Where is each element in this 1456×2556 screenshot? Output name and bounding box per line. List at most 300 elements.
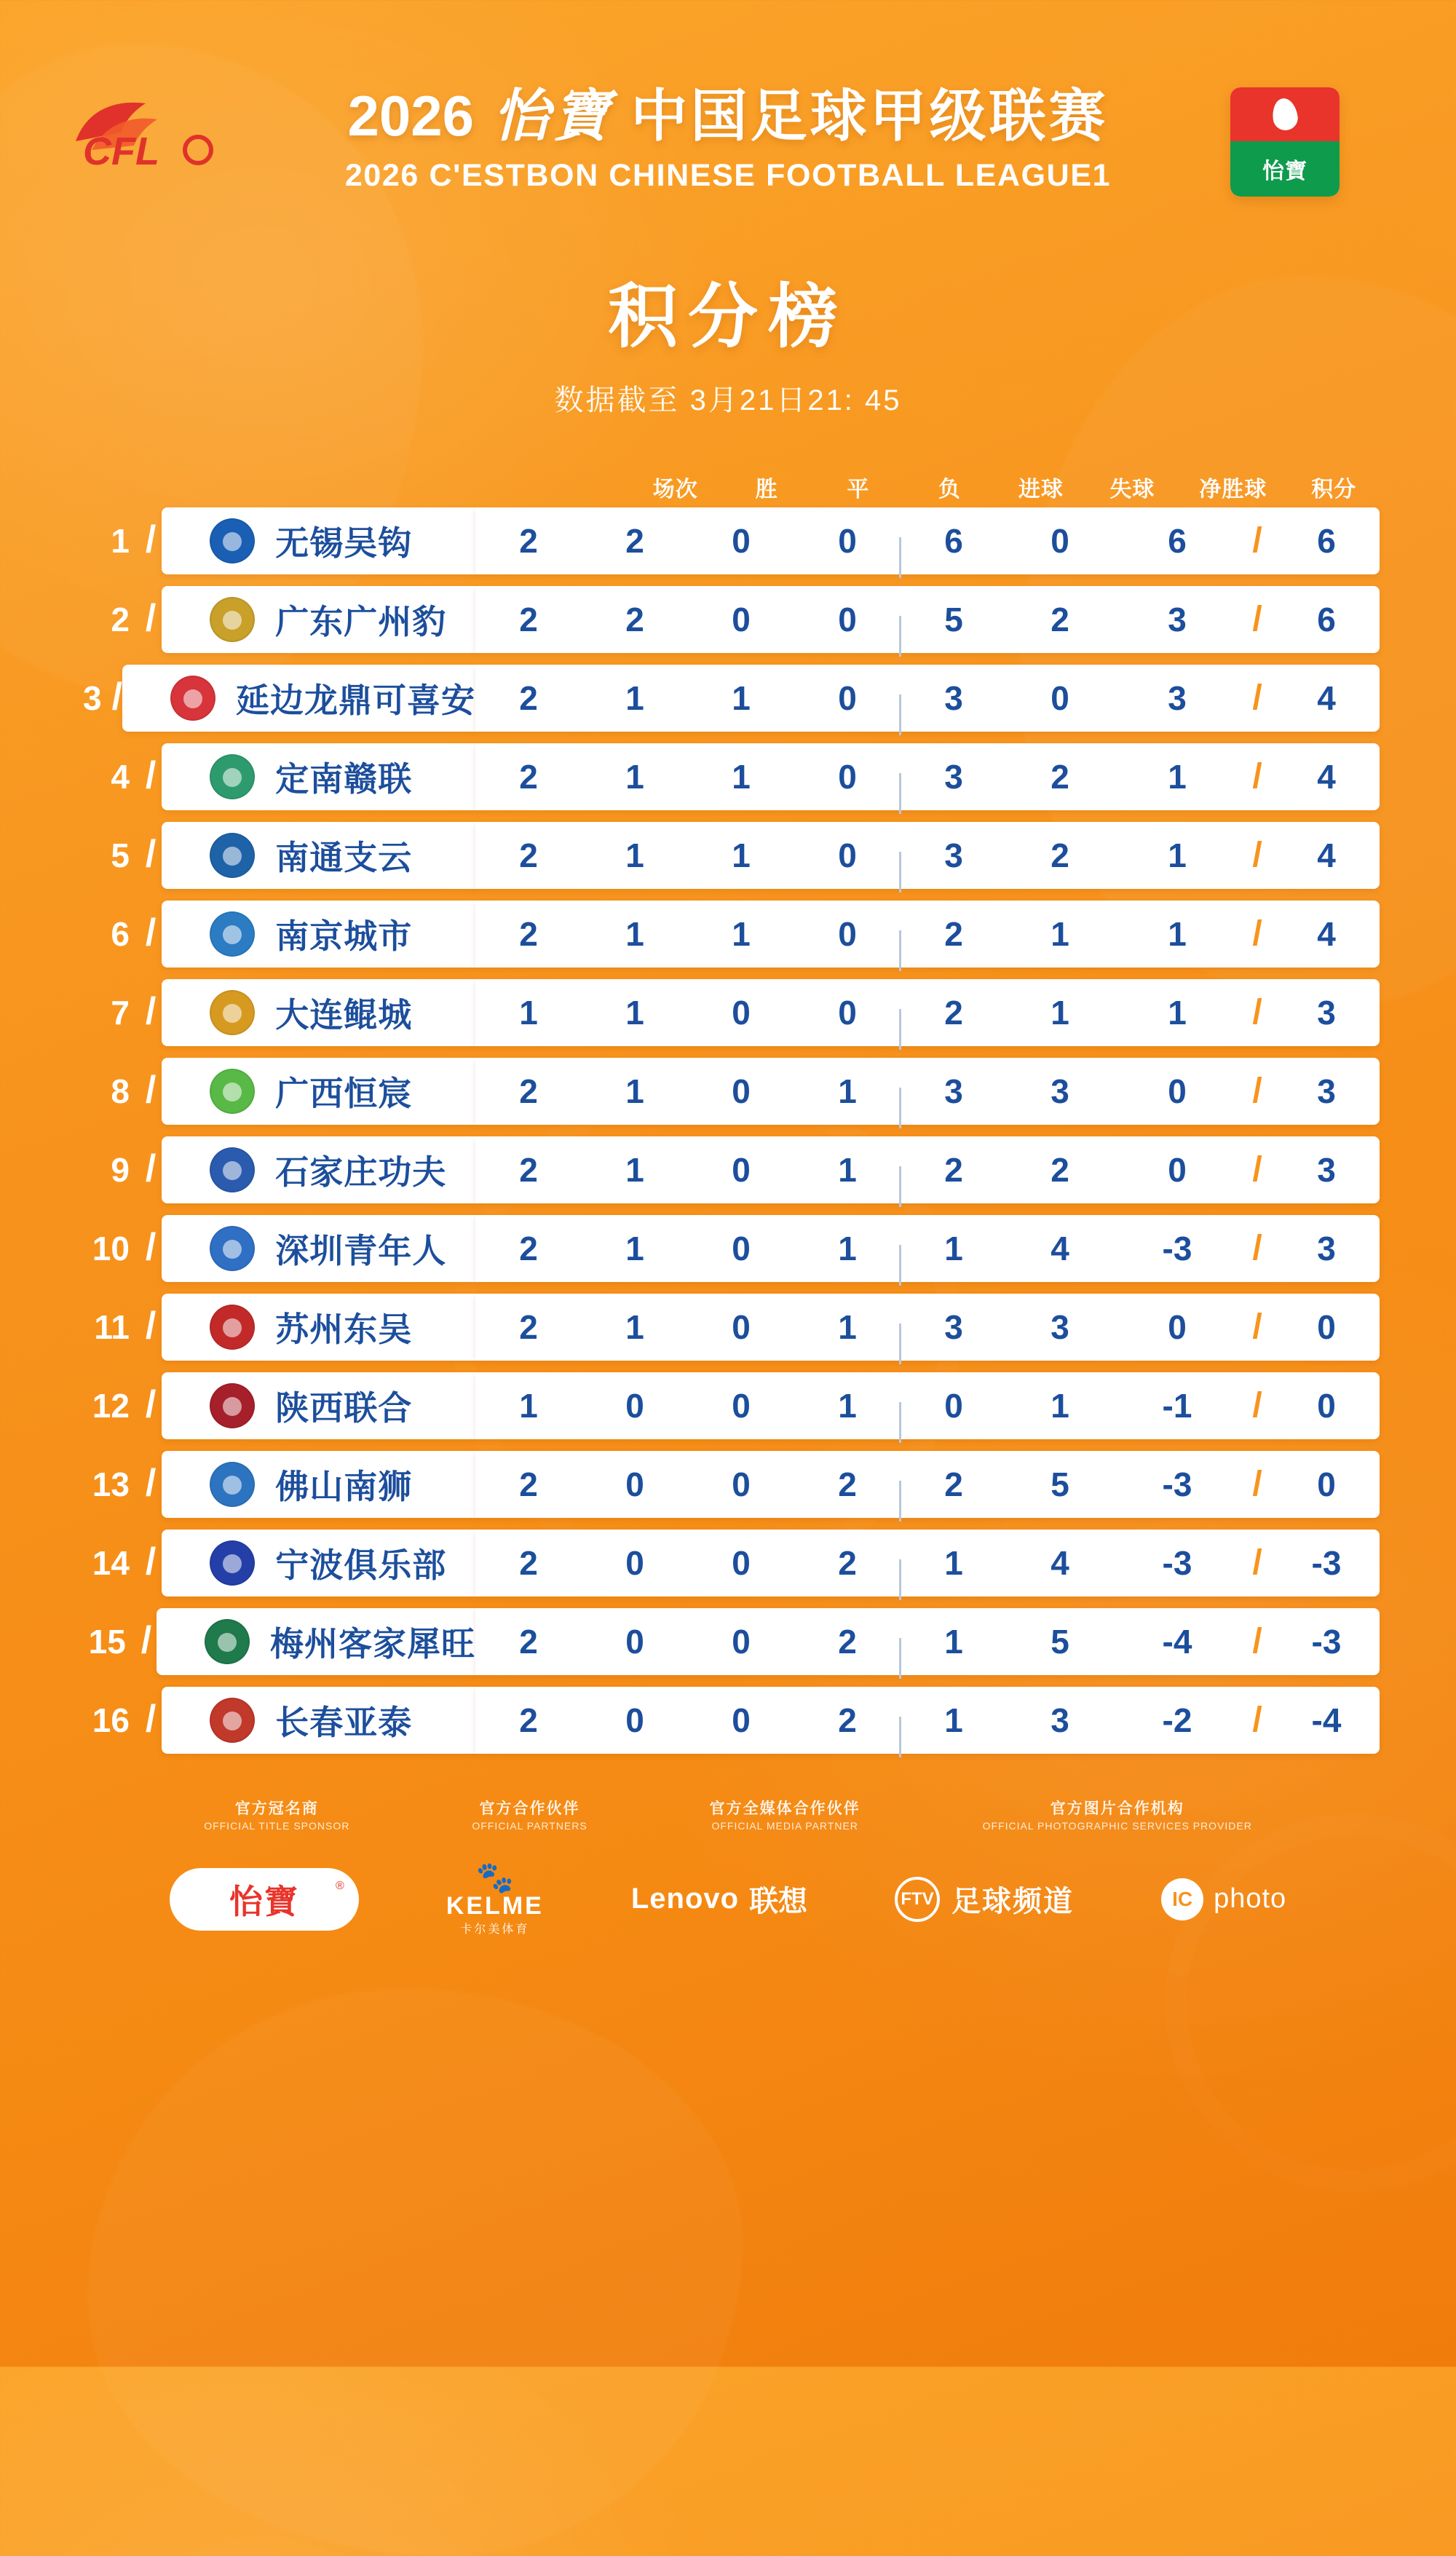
- stat-points: 6: [1317, 601, 1336, 638]
- rank-separator-icon: /: [145, 1540, 157, 1583]
- stat-goal-difference: 1: [1168, 915, 1187, 953]
- lenovo-logo: [631, 1878, 807, 1920]
- stat-goals-against: 3: [1051, 1701, 1069, 1739]
- stat-goal-difference: -3: [1162, 1544, 1192, 1582]
- stat-draw: 0: [732, 1701, 751, 1739]
- stat-win: 2: [625, 601, 644, 638]
- table-row[interactable]: [76, 1687, 1380, 1754]
- footer-label-photo-provider: [983, 1799, 1252, 1833]
- rank-separator-icon: /: [145, 1462, 157, 1504]
- footer-label-en: OFFICIAL TITLE SPONSOR: [204, 1820, 350, 1832]
- row-rank: 9: [111, 1151, 130, 1189]
- row-rank: 1: [111, 522, 130, 560]
- stat-draw: 0: [732, 601, 751, 638]
- row-rank: 8: [111, 1072, 130, 1110]
- team-stats: [475, 1294, 1380, 1361]
- page-header: [0, 0, 1456, 240]
- rank-separator-icon: /: [145, 990, 157, 1032]
- svg-text:CFL: CFL: [83, 130, 159, 173]
- team-name: 宁波俱乐部: [275, 1546, 447, 1584]
- stat-played: 2: [519, 1230, 538, 1267]
- stat-goals-against: 1: [1051, 994, 1069, 1032]
- team-name: 广西恒宸: [275, 1075, 413, 1112]
- yibao-logo: [170, 1868, 359, 1931]
- lenovo-logo-text: Lenovo: [630, 1883, 740, 1915]
- stat-goals-against: 0: [1051, 522, 1069, 560]
- stat-loss: 1: [838, 1072, 857, 1110]
- title-sponsor: 怡寶: [492, 84, 612, 148]
- stat-loss: 2: [838, 1544, 857, 1582]
- team-cell[interactable]: [162, 586, 475, 653]
- stat-points: -3: [1311, 1544, 1342, 1582]
- stat-win: 1: [625, 679, 644, 717]
- stat-loss: 1: [838, 1387, 857, 1425]
- stat-points: 3: [1317, 994, 1336, 1032]
- footer-logos: [0, 1862, 1456, 1936]
- stat-points: 3: [1317, 1230, 1336, 1267]
- stat-goal-difference: -3: [1162, 1230, 1192, 1267]
- ftv-mark-icon: FTV: [895, 1877, 940, 1922]
- stat-points: 4: [1317, 915, 1336, 953]
- footer-label-cn: 官方全媒体合作伙伴: [709, 1800, 860, 1817]
- kelme-logo-text: KELME: [446, 1892, 544, 1920]
- stat-win: 1: [625, 836, 644, 874]
- team-crest-icon: [210, 1226, 255, 1271]
- stat-points: 0: [1317, 1465, 1336, 1503]
- team-crest-icon: [210, 1147, 255, 1192]
- stat-draw: 0: [732, 522, 751, 560]
- paw-icon: 🐾: [475, 1860, 514, 1895]
- team-stats: [475, 507, 1380, 574]
- football-channel-logo: [895, 1877, 1074, 1922]
- team-stats: [475, 586, 1380, 653]
- team-crest-icon: [210, 754, 255, 799]
- stat-goals-for: 1: [901, 1232, 1007, 1265]
- table-row[interactable]: [76, 665, 1380, 732]
- stat-goal-difference: 0: [1168, 1151, 1187, 1189]
- team-crest-icon: [210, 1698, 255, 1743]
- row-rank: 15: [88, 1623, 126, 1661]
- table-row[interactable]: [76, 1215, 1380, 1282]
- stat-win: 0: [625, 1701, 644, 1739]
- row-rank: 12: [92, 1387, 130, 1425]
- stat-draw: 0: [732, 1623, 751, 1661]
- points-separator-icon: /: [1252, 836, 1262, 874]
- rank-separator-icon: /: [145, 1698, 157, 1740]
- points-separator-icon: /: [1252, 1229, 1262, 1267]
- column-header-goals-for: 进球: [1018, 478, 1064, 502]
- rank-separator-icon: /: [145, 911, 157, 954]
- rank-separator-icon: /: [111, 676, 122, 718]
- rank-separator-icon: /: [145, 1305, 157, 1347]
- footer-label-media-partner: [710, 1799, 860, 1833]
- stat-points: -4: [1311, 1701, 1342, 1739]
- stat-win: 1: [625, 915, 644, 953]
- stat-goals-for: 1: [901, 1625, 1007, 1658]
- row-rank: 6: [111, 915, 130, 953]
- stat-draw: 0: [732, 994, 751, 1032]
- stat-draw: 1: [732, 915, 751, 953]
- stat-win: 0: [625, 1623, 644, 1661]
- footer-label-cn: 官方图片合作机构: [1050, 1800, 1184, 1817]
- team-cell[interactable]: [162, 979, 475, 1046]
- icphoto-logo-text: photo: [1214, 1883, 1287, 1915]
- stat-win: 1: [625, 1072, 644, 1110]
- stat-win: 1: [625, 758, 644, 796]
- stat-goals-against: 4: [1051, 1230, 1069, 1267]
- registered-mark-icon: ®: [336, 1879, 346, 1892]
- stat-goal-difference: 6: [1168, 522, 1187, 560]
- stat-played: 2: [519, 836, 538, 874]
- table-row[interactable]: [76, 507, 1380, 574]
- stat-draw: 1: [732, 679, 751, 717]
- points-separator-icon: /: [1252, 993, 1262, 1032]
- stat-win: 0: [625, 1387, 644, 1425]
- points-separator-icon: /: [1252, 1307, 1262, 1346]
- title-cn-rest: 中国足球甲级联赛: [630, 84, 1109, 148]
- stat-loss: 2: [838, 1701, 857, 1739]
- stat-draw: 0: [732, 1151, 751, 1189]
- lenovo-logo-cn: 联想: [749, 1886, 808, 1918]
- team-cell[interactable]: [162, 901, 475, 968]
- stat-goals-against: 5: [1051, 1623, 1069, 1661]
- team-name: 定南赣联: [275, 760, 413, 798]
- points-separator-icon: /: [1252, 678, 1262, 717]
- team-name: 无锡吴钩: [275, 524, 413, 562]
- team-cell[interactable]: [122, 665, 475, 732]
- stat-points: -3: [1311, 1623, 1342, 1661]
- column-header-draw: 平: [847, 478, 870, 502]
- team-cell[interactable]: [162, 1530, 475, 1596]
- stat-played: 2: [519, 522, 538, 560]
- rank-separator-icon: /: [145, 754, 157, 796]
- points-separator-icon: /: [1252, 1701, 1262, 1739]
- stat-played: 2: [519, 758, 538, 796]
- team-cell[interactable]: [162, 1372, 475, 1439]
- footer-label-title-sponsor: [204, 1799, 349, 1833]
- kelme-logo: [446, 1862, 544, 1936]
- stat-points: 0: [1317, 1308, 1336, 1346]
- row-rank: 11: [94, 1308, 130, 1346]
- stat-goals-against: 3: [1051, 1308, 1069, 1346]
- table-row[interactable]: [76, 901, 1380, 968]
- team-stats: [475, 1451, 1380, 1518]
- rank-separator-icon: /: [145, 1383, 157, 1425]
- column-header-played: 场次: [652, 478, 698, 502]
- points-separator-icon: /: [1252, 1465, 1262, 1503]
- table-row[interactable]: [76, 1372, 1380, 1439]
- points-separator-icon: /: [1252, 1622, 1262, 1661]
- table-row[interactable]: [76, 1608, 1380, 1675]
- row-rank: 4: [111, 758, 130, 796]
- kelme-logo-cn: 卡尔美体育: [460, 1923, 530, 1936]
- team-crest-icon: [170, 676, 215, 721]
- team-name: 广东广州豹: [275, 603, 447, 641]
- team-cell[interactable]: [162, 1058, 475, 1125]
- team-stats: [475, 1058, 1380, 1125]
- stat-draw: 0: [732, 1387, 751, 1425]
- stat-loss: 1: [838, 1151, 857, 1189]
- icphoto-logo: [1161, 1878, 1286, 1920]
- row-rank: 3: [82, 679, 102, 717]
- team-stats: [475, 1372, 1380, 1439]
- footer-label-en: OFFICIAL PARTNERS: [472, 1820, 587, 1832]
- stat-goals-against: 2: [1051, 758, 1069, 796]
- stat-loss: 1: [838, 1230, 857, 1267]
- team-cell[interactable]: [162, 1451, 475, 1518]
- stat-goals-for: 3: [901, 1310, 1007, 1344]
- column-header-goals-against: 失球: [1109, 478, 1155, 502]
- team-crest-icon: [210, 990, 255, 1035]
- team-stats: [475, 1608, 1380, 1675]
- page-title: 积分榜: [608, 278, 848, 356]
- table-row[interactable]: [76, 1530, 1380, 1596]
- stat-points: 4: [1317, 758, 1336, 796]
- table-row[interactable]: [76, 1136, 1380, 1203]
- page-title-block: [0, 278, 1456, 419]
- stat-loss: 0: [838, 994, 857, 1032]
- stat-win: 1: [625, 994, 644, 1032]
- stat-goal-difference: 1: [1168, 994, 1187, 1032]
- stat-goal-difference: -3: [1162, 1465, 1192, 1503]
- team-cell[interactable]: [162, 507, 475, 574]
- team-name: 大连鲲城: [275, 996, 413, 1034]
- data-timestamp: 数据截至 3月21日21: 45: [554, 384, 902, 416]
- row-rank: 16: [92, 1701, 130, 1739]
- table-column-headers: [76, 467, 1380, 507]
- stat-loss: 0: [838, 915, 857, 953]
- team-name: 南通支云: [275, 839, 413, 877]
- sponsor-badge: [1230, 87, 1340, 197]
- points-separator-icon: /: [1252, 914, 1262, 953]
- stat-goal-difference: 0: [1168, 1072, 1187, 1110]
- stat-goals-against: 2: [1051, 601, 1069, 638]
- stat-goal-difference: -2: [1162, 1701, 1192, 1739]
- rank-separator-icon: /: [141, 1619, 152, 1661]
- team-name: 梅州客家犀旺: [270, 1625, 475, 1663]
- team-cell[interactable]: [162, 1687, 475, 1754]
- team-crest-icon: [210, 1462, 255, 1507]
- rank-separator-icon: /: [145, 597, 157, 639]
- stat-loss: 1: [838, 1308, 857, 1346]
- team-name: 延边龙鼎可喜安: [236, 681, 475, 719]
- stat-goals-against: 1: [1051, 1387, 1069, 1425]
- stat-played: 2: [519, 1544, 538, 1582]
- footer-label-en: OFFICIAL MEDIA PARTNER: [711, 1820, 858, 1832]
- team-cell[interactable]: [162, 822, 475, 889]
- stat-draw: 1: [732, 836, 751, 874]
- team-crest-icon: [210, 1069, 255, 1114]
- team-crest-icon: [210, 1540, 255, 1586]
- table-row[interactable]: [76, 979, 1380, 1046]
- row-rank: 7: [111, 994, 130, 1032]
- team-stats: [475, 979, 1380, 1046]
- stat-goals-for: 2: [901, 996, 1007, 1029]
- footer-label-cn: 官方冠名商: [234, 1800, 319, 1817]
- stat-goals-against: 3: [1051, 1072, 1069, 1110]
- stat-goals-against: 2: [1051, 836, 1069, 874]
- stat-win: 1: [625, 1308, 644, 1346]
- team-stats: [475, 901, 1380, 968]
- stat-goals-for: 1: [901, 1704, 1007, 1737]
- stat-goals-for: 3: [901, 760, 1007, 794]
- stat-goals-for: 2: [901, 917, 1007, 951]
- team-stats: [475, 1687, 1380, 1754]
- stat-goal-difference: 1: [1168, 836, 1187, 874]
- rank-separator-icon: /: [145, 518, 157, 561]
- stat-draw: 0: [732, 1544, 751, 1582]
- team-stats: [475, 665, 1380, 732]
- stat-points: 3: [1317, 1151, 1336, 1189]
- stat-win: 0: [625, 1465, 644, 1503]
- ic-mark-icon: IC: [1161, 1878, 1203, 1920]
- stat-played: 2: [519, 1701, 538, 1739]
- title-en: 2026 C'ESTBON CHINESE FOOTBALL LEAGUE1: [344, 158, 1112, 193]
- sponsor-badge-text: 怡寶: [1230, 141, 1340, 197]
- row-rank: 14: [92, 1544, 130, 1582]
- points-separator-icon: /: [1252, 757, 1262, 796]
- stat-goals-against: 2: [1051, 1151, 1069, 1189]
- points-separator-icon: /: [1252, 1543, 1262, 1582]
- stat-points: 4: [1317, 679, 1336, 717]
- stat-goals-for: 3: [901, 839, 1007, 872]
- stat-points: 0: [1317, 1387, 1336, 1425]
- stat-win: 0: [625, 1544, 644, 1582]
- sponsor-badge-mark: [1230, 87, 1340, 141]
- title-year: 2026: [347, 84, 475, 148]
- football-channel-text: 足球频道: [951, 1886, 1075, 1918]
- team-name: 长春亚泰: [275, 1704, 413, 1741]
- table-row[interactable]: [76, 822, 1380, 889]
- team-crest-icon: [210, 597, 255, 642]
- row-rank: 2: [111, 601, 130, 638]
- team-cell[interactable]: [162, 1215, 475, 1282]
- stat-loss: 2: [838, 1623, 857, 1661]
- stat-goals-for: 5: [901, 603, 1007, 636]
- stat-goals-for: 2: [901, 1153, 1007, 1187]
- row-rank: 10: [92, 1230, 130, 1267]
- team-name: 佛山南狮: [275, 1468, 413, 1505]
- team-cell[interactable]: [157, 1608, 475, 1675]
- stat-loss: 0: [838, 679, 857, 717]
- points-separator-icon: /: [1252, 1072, 1262, 1110]
- column-header-points: 积分: [1311, 478, 1357, 502]
- stat-goals-for: 1: [901, 1546, 1007, 1580]
- team-name: 苏州东吴: [275, 1310, 413, 1348]
- stat-draw: 0: [732, 1465, 751, 1503]
- footer-sponsor-labels: [0, 1799, 1456, 1833]
- team-crest-icon: [210, 1383, 255, 1428]
- table-row[interactable]: [76, 1058, 1380, 1125]
- team-cell[interactable]: [162, 1294, 475, 1361]
- points-separator-icon: /: [1252, 1150, 1262, 1189]
- table-row[interactable]: [76, 1294, 1380, 1361]
- stat-played: 2: [519, 1151, 538, 1189]
- stat-goals-against: 4: [1051, 1544, 1069, 1582]
- page-footer: [0, 1799, 1456, 1936]
- stat-played: 2: [519, 601, 538, 638]
- table-row[interactable]: [76, 743, 1380, 810]
- stat-played: 1: [519, 994, 538, 1032]
- team-stats: [475, 1215, 1380, 1282]
- stat-goal-difference: -4: [1162, 1623, 1192, 1661]
- stat-win: 1: [625, 1151, 644, 1189]
- footer-label-en: OFFICIAL PHOTOGRAPHIC SERVICES PROVIDER: [982, 1820, 1252, 1832]
- stat-loss: 0: [838, 758, 857, 796]
- column-header-goal-diff: 净胜球: [1199, 478, 1267, 502]
- team-name: 深圳青年人: [275, 1232, 447, 1270]
- team-crest-icon: [210, 911, 255, 957]
- team-crest-icon: [205, 1619, 250, 1664]
- footer-label-official-partners: [472, 1799, 587, 1833]
- team-stats: [475, 1136, 1380, 1203]
- stat-goals-for: 3: [901, 1075, 1007, 1108]
- table-row[interactable]: [76, 586, 1380, 653]
- team-stats: [475, 1530, 1380, 1596]
- stat-played: 2: [519, 679, 538, 717]
- row-rank: 13: [92, 1465, 130, 1503]
- rank-separator-icon: /: [145, 833, 157, 875]
- team-stats: [475, 743, 1380, 810]
- stat-loss: 0: [838, 836, 857, 874]
- stat-points: 3: [1317, 1072, 1336, 1110]
- stat-played: 1: [519, 1387, 538, 1425]
- team-cell[interactable]: [162, 743, 475, 810]
- team-crest-icon: [210, 833, 255, 878]
- team-name: 南京城市: [275, 917, 413, 955]
- standings-table: [76, 467, 1380, 1754]
- table-row[interactable]: [76, 1451, 1380, 1518]
- stat-win: 1: [625, 1230, 644, 1267]
- stat-loss: 0: [838, 601, 857, 638]
- rank-separator-icon: /: [145, 1226, 157, 1268]
- stat-draw: 0: [732, 1230, 751, 1267]
- stat-goal-difference: -1: [1162, 1387, 1192, 1425]
- stat-goals-against: 5: [1051, 1465, 1069, 1503]
- stat-goals-for: 0: [901, 1389, 1007, 1423]
- team-crest-icon: [210, 1305, 255, 1350]
- team-name: 陕西联合: [275, 1389, 413, 1427]
- stat-goals-against: 0: [1051, 679, 1069, 717]
- stat-goals-against: 1: [1051, 915, 1069, 953]
- stat-goal-difference: 3: [1168, 679, 1187, 717]
- team-stats: [475, 822, 1380, 889]
- stat-goal-difference: 0: [1168, 1308, 1187, 1346]
- stat-goals-for: 6: [901, 524, 1007, 558]
- stat-goals-for: 2: [901, 1468, 1007, 1501]
- points-separator-icon: /: [1252, 600, 1262, 638]
- stat-draw: 0: [732, 1072, 751, 1110]
- stat-points: 6: [1317, 522, 1336, 560]
- stat-played: 2: [519, 1465, 538, 1503]
- stat-goal-difference: 1: [1168, 758, 1187, 796]
- team-crest-icon: [210, 518, 255, 563]
- stat-points: 4: [1317, 836, 1336, 874]
- team-cell[interactable]: [162, 1136, 475, 1203]
- rank-separator-icon: /: [145, 1069, 157, 1111]
- stat-win: 2: [625, 522, 644, 560]
- stat-draw: 0: [732, 1308, 751, 1346]
- stat-played: 2: [519, 915, 538, 953]
- stat-loss: 2: [838, 1465, 857, 1503]
- column-header-win: 胜: [755, 478, 778, 502]
- stat-played: 2: [519, 1623, 538, 1661]
- stat-played: 2: [519, 1308, 538, 1346]
- footer-label-cn: 官方合作伙伴: [479, 1800, 580, 1817]
- stat-draw: 1: [732, 758, 751, 796]
- row-rank: 5: [111, 836, 130, 874]
- stat-goals-for: 3: [901, 681, 1007, 715]
